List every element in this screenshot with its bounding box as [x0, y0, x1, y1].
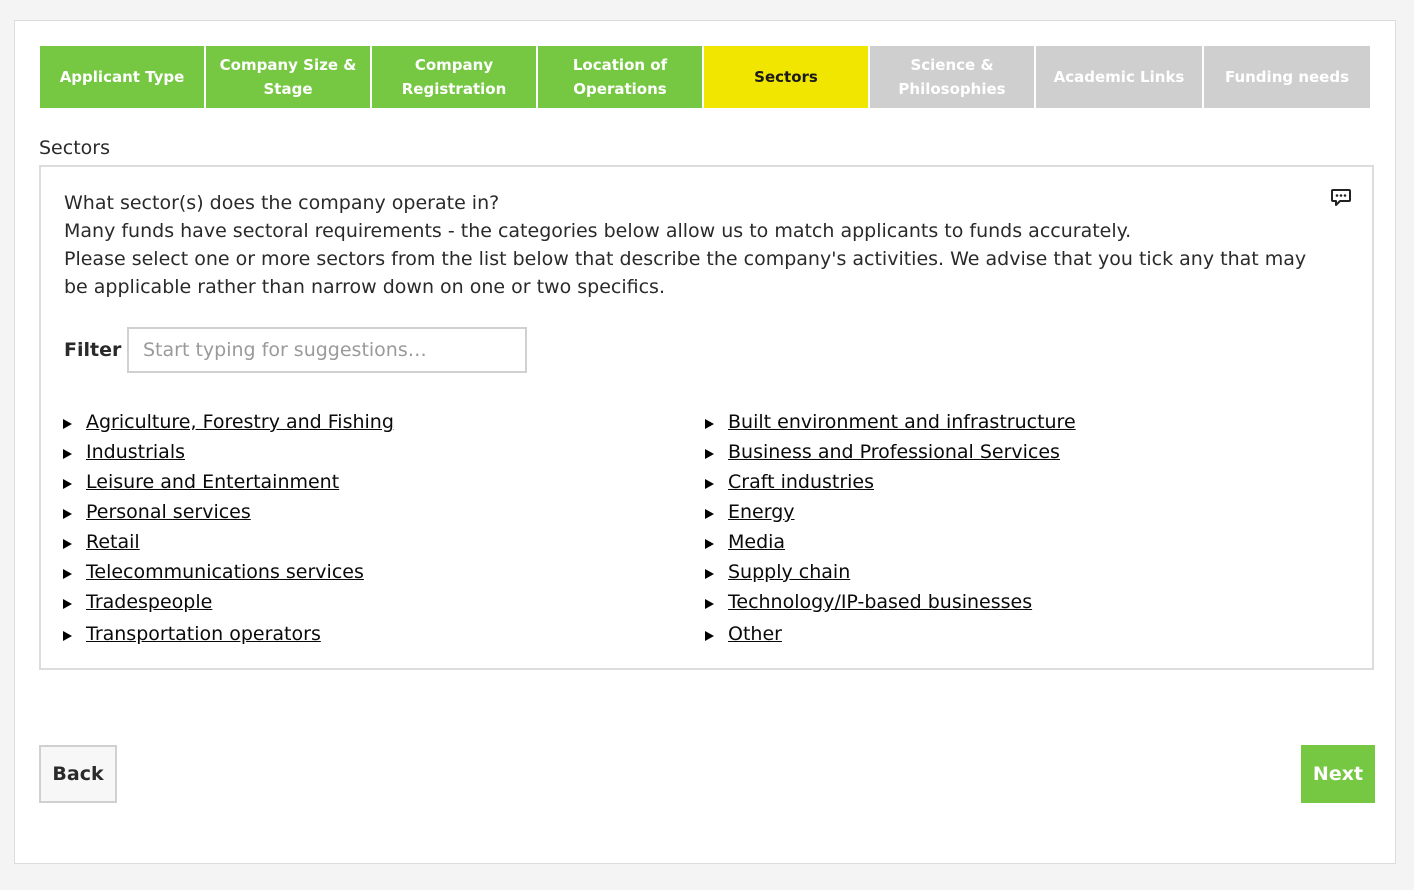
- expand-triangle-icon[interactable]: [63, 479, 72, 489]
- expand-triangle-icon[interactable]: [705, 569, 714, 579]
- sector-item: [63, 619, 394, 649]
- expand-triangle-icon[interactable]: [705, 479, 714, 489]
- expand-triangle-icon[interactable]: [705, 631, 714, 641]
- question-help-line: Please select one or more sectors from the list below that describe the company's activities. We advise that you tick any that may be applicable rather than narrow down on one or two specifics.: [64, 248, 1307, 298]
- sector-link[interactable]: Retail: [86, 531, 140, 553]
- step-location-of-operations[interactable]: Location of Operations: [538, 46, 702, 108]
- filter-input[interactable]: [127, 327, 527, 373]
- step-applicant-type[interactable]: Applicant Type: [40, 46, 204, 108]
- next-button[interactable]: Next: [1301, 745, 1375, 803]
- step-academic-links[interactable]: Academic Links: [1036, 46, 1202, 108]
- sector-link[interactable]: Built environment and infrastructure: [728, 411, 1076, 433]
- expand-triangle-icon[interactable]: [63, 599, 72, 609]
- expand-triangle-icon[interactable]: [705, 539, 714, 549]
- sector-link[interactable]: Energy: [728, 501, 795, 523]
- sector-link[interactable]: Tradespeople: [86, 591, 213, 613]
- expand-triangle-icon[interactable]: [705, 449, 714, 459]
- form-frame: [14, 20, 1396, 864]
- sector-link[interactable]: Leisure and Entertainment: [86, 471, 340, 493]
- sector-item: [63, 557, 394, 587]
- sector-item: [63, 467, 394, 497]
- sector-link[interactable]: Industrials: [86, 441, 186, 463]
- expand-triangle-icon[interactable]: [63, 509, 72, 519]
- sector-link[interactable]: Craft industries: [728, 471, 875, 493]
- expand-triangle-icon[interactable]: [63, 631, 72, 641]
- step-science-philosophies[interactable]: Science & Philosophies: [870, 46, 1034, 108]
- sector-item: [705, 437, 1076, 467]
- sector-link[interactable]: Business and Professional Services: [728, 441, 1060, 463]
- question-text: [64, 189, 1314, 301]
- sector-link[interactable]: Technology/IP-based businesses: [728, 591, 1033, 613]
- question-help-line: Many funds have sectoral requirements - the categories below allow us to match applicants to funds accurately.: [64, 220, 1132, 242]
- sector-link[interactable]: Personal services: [86, 501, 251, 523]
- sector-link[interactable]: Transportation operators: [86, 623, 321, 645]
- expand-triangle-icon[interactable]: [63, 419, 72, 429]
- filter-label: Filter: [64, 339, 122, 361]
- sector-item: [63, 527, 394, 557]
- sector-link[interactable]: Agriculture, Forestry and Fishing: [86, 411, 394, 433]
- expand-triangle-icon[interactable]: [63, 449, 72, 459]
- sector-item: [705, 527, 1076, 557]
- expand-triangle-icon[interactable]: [705, 419, 714, 429]
- sector-list-right: [705, 407, 1076, 649]
- sector-item: [705, 467, 1076, 497]
- sector-link[interactable]: Other: [728, 623, 782, 645]
- back-button[interactable]: Back: [39, 745, 117, 803]
- sector-link[interactable]: Telecommunications services: [86, 561, 364, 583]
- expand-triangle-icon[interactable]: [63, 539, 72, 549]
- step-sectors[interactable]: Sectors: [704, 46, 868, 108]
- progress-steps: [40, 46, 1370, 108]
- sector-item: [63, 497, 394, 527]
- section-title: Sectors: [39, 137, 110, 159]
- sector-item: [63, 587, 394, 617]
- sector-item: [705, 557, 1076, 587]
- step-company-registration[interactable]: Company Registration: [372, 46, 536, 108]
- sector-link[interactable]: Media: [728, 531, 786, 553]
- expand-triangle-icon[interactable]: [705, 509, 714, 519]
- speech-bubble-icon[interactable]: [1330, 187, 1352, 209]
- sector-item: [63, 437, 394, 467]
- sector-list-left: [63, 407, 394, 649]
- step-funding-needs[interactable]: Funding needs: [1204, 46, 1370, 108]
- expand-triangle-icon[interactable]: [63, 569, 72, 579]
- sector-item: [705, 619, 1076, 649]
- sectors-panel: [39, 165, 1374, 670]
- sector-item: [705, 407, 1076, 437]
- expand-triangle-icon[interactable]: [705, 599, 714, 609]
- step-company-size-stage[interactable]: Company Size & Stage: [206, 46, 370, 108]
- sector-item: [705, 587, 1076, 617]
- sector-item: [63, 407, 394, 437]
- sector-link[interactable]: Supply chain: [728, 561, 851, 583]
- question-line: What sector(s) does the company operate in?: [64, 192, 500, 214]
- sector-item: [705, 497, 1076, 527]
